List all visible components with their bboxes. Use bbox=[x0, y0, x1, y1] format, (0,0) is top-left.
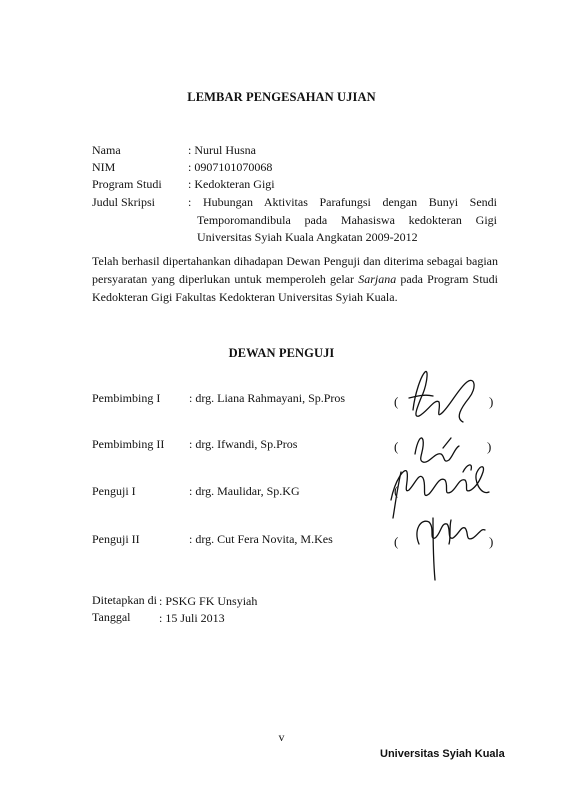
handwritten-signatures bbox=[355, 368, 505, 588]
sarjana-term: Sarjana bbox=[358, 272, 397, 286]
nama-label: Nama bbox=[92, 143, 121, 157]
dewan-penguji-heading: DEWAN PENGUJI bbox=[228, 346, 335, 360]
signature-paren-close-1: ) bbox=[489, 394, 494, 409]
judul-skripsi-line2: Temporomandibula pada Mahasiswa kedokteran Gigi bbox=[197, 213, 497, 227]
program-studi-label: Program Studi bbox=[92, 177, 162, 191]
signature-pembimbing-1 bbox=[413, 371, 474, 422]
examiner-name-4: : drg. Cut Fera Novita, M.Kes bbox=[189, 532, 333, 546]
nim-label: NIM bbox=[92, 160, 116, 174]
statement-line-2 bbox=[92, 270, 498, 288]
examiner-role-4: Penguji II bbox=[92, 532, 140, 546]
approval-statement bbox=[92, 252, 498, 306]
nama-value: : Nurul Husna bbox=[188, 143, 256, 157]
judul-skripsi-line1: : Hubungan Aktivitas Parafungsi dengan Bunyi Sendi bbox=[188, 195, 497, 209]
page-number: v bbox=[278, 730, 285, 744]
judul-skripsi-label: Judul Skripsi bbox=[92, 195, 156, 209]
examiner-name-3: : drg. Maulidar, Sp.KG bbox=[189, 484, 300, 498]
statement-line-3: Kedokteran Gigi Fakultas Kedokteran Universitas Syiah Kuala. bbox=[92, 290, 398, 304]
signature-paren-close-4: ) bbox=[489, 534, 494, 549]
signature-paren-open-2: ( bbox=[394, 439, 399, 454]
signature-paren-open-1: ( bbox=[394, 394, 399, 409]
page-title: LEMBAR PENGESAHAN UJIAN bbox=[187, 90, 376, 104]
program-studi-value: : Kedokteran Gigi bbox=[188, 177, 275, 191]
examiner-role-1: Pembimbing I bbox=[92, 391, 161, 405]
examiner-role-3: Penguji I bbox=[92, 484, 136, 498]
judul-skripsi-line3: Universitas Syiah Kuala Angkatan 2009-2012 bbox=[197, 230, 418, 244]
nim-value: : 0907101070068 bbox=[188, 160, 273, 174]
signature-paren-open-4: ( bbox=[394, 534, 399, 549]
ditetapkan-value: : PSKG FK Unsyiah bbox=[159, 594, 258, 608]
signature-paren-open-3: ( bbox=[394, 483, 399, 498]
tanggal-value: : 15 Juli 2013 bbox=[159, 611, 225, 625]
ditetapkan-label: Ditetapkan di bbox=[92, 593, 157, 607]
examiner-name-2: : drg. Ifwandi, Sp.Pros bbox=[189, 437, 298, 451]
examiner-role-2: Pembimbing II bbox=[92, 437, 165, 451]
signature-penguji-2 bbox=[417, 521, 485, 544]
statement-line-2-start: persyaratan yang diperlukan untuk memperoleh gelar bbox=[92, 272, 359, 286]
statement-line-1: Telah berhasil dipertahankan dihadapan Dewan Penguji dan diterima sebagai bagian bbox=[92, 254, 498, 268]
signature-pembimbing-2 bbox=[415, 438, 459, 462]
statement-line-2-end: pada Program Studi bbox=[396, 272, 498, 286]
tanggal-label: Tanggal bbox=[92, 610, 131, 624]
examiner-name-1: : drg. Liana Rahmayani, Sp.Pros bbox=[189, 391, 346, 405]
footer-university: Universitas Syiah Kuala bbox=[380, 748, 505, 760]
signature-paren-close-2: ) bbox=[487, 439, 492, 454]
signature-penguji-1 bbox=[391, 467, 489, 500]
